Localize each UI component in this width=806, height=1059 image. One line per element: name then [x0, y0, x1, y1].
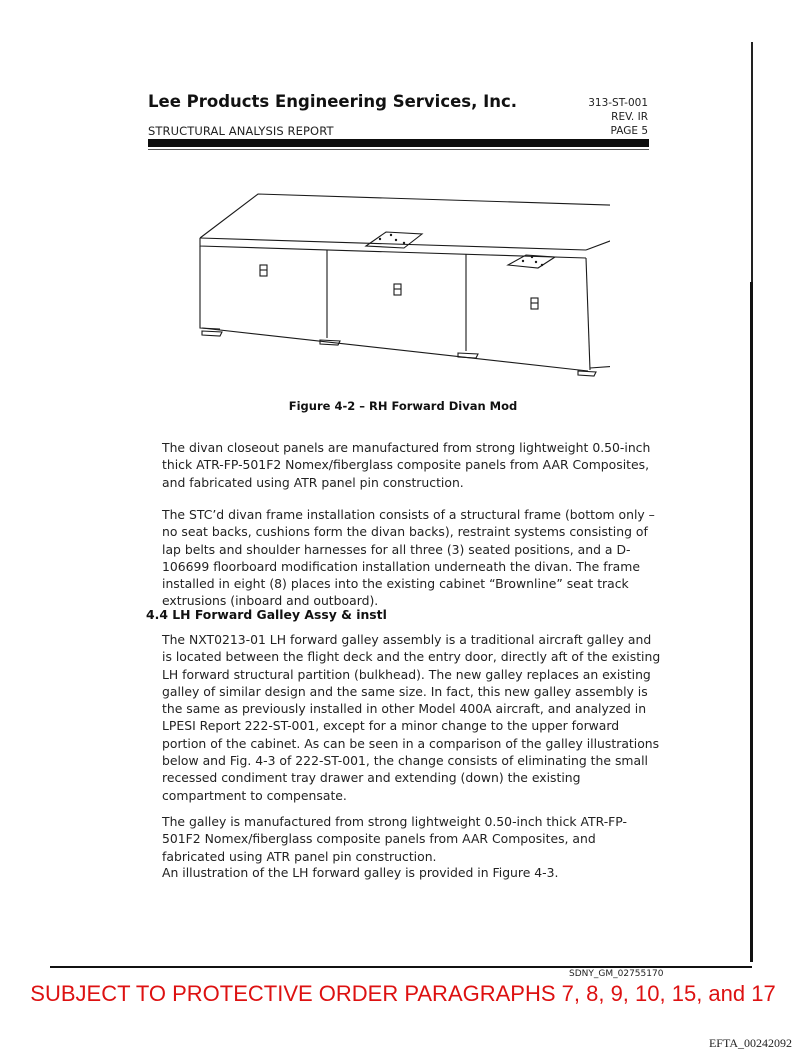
paragraph-divan-frame: The STC’d divan frame installation consists of a structural frame (bottom only – no seat backs, cushions form the divan backs), restraint systems consisting of lap belts and shoulder harnesses for all three (3) seated positions, and a D-106699 floorboard modification installation underneath the divan. The frame installed in eight (8) places into the existing cabinet “Brownline” seat track extrusions (inboard and outboard). [162, 507, 655, 609]
footer-rule [50, 966, 752, 968]
right-margin-rule-thick [750, 282, 753, 962]
paragraph-closeout-panels: The divan closeout panels are manufactured from strong lightweight 0.50-inch thick ATR-FP-501F2 Nomex/fiberglass composite panels from AAR Composites, and fabricated using ATR panel pin construction. [162, 440, 651, 490]
revision: REV. IR [611, 111, 648, 123]
paragraph-galley-material: The galley is manufactured from strong lightweight 0.50-inch thick ATR-FP-501F2 Nomex/fiberglass composite panels from AAR Composites, and fabricated using ATR panel pin construction. [162, 814, 627, 864]
paragraph-galley-assembly: The NXT0213-01 LH forward galley assembly is a traditional aircraft galley and is located between the flight deck and the entry door, directly aft of the existing LH forward structural partition (bulkhead). The new galley replaces an existing galley of similar design and the same size. In fact, this new galley assembly is the same as previously installed in other Model 400A aircraft, and analyzed in LPESI Report 222-ST-001, except for a minor change to the upper forward portion of the cabinet. As can be seen in a comparison of the galley illustrations below and Fig. 4-3 of 222-ST-001, the change consists of eliminating the small recessed condiment tray drawer and extending (down) the existing compartment to compensate. [162, 632, 661, 803]
efta-number: EFTA_00242092 [708, 1036, 792, 1050]
section-heading: 4.4 LH Forward Galley Assy & instl [146, 607, 387, 622]
divan-illustration [190, 188, 610, 388]
divan-drawing [190, 188, 610, 388]
document-number: 313-ST-001 [588, 97, 648, 109]
report-type: STRUCTURAL ANALYSIS REPORT [148, 124, 334, 138]
header-rule [148, 139, 649, 147]
paragraph-galley-illustration: An illustration of the LH forward galley is provided in Figure 4-3. [162, 865, 559, 880]
header-rule-thin [148, 149, 649, 150]
figure-caption: Figure 4-2 – RH Forward Divan Mod [288, 399, 518, 413]
page-number: PAGE 5 [610, 125, 648, 137]
protective-order-notice: SUBJECT TO PROTECTIVE ORDER PARAGRAPHS 7, 8, 9, 10, 15, and 17 [30, 981, 776, 1006]
company-name: Lee Products Engineering Services, Inc. [148, 92, 518, 111]
document-id-block [588, 96, 648, 138]
bates-number: SDNY_GM_02755170 [569, 969, 664, 979]
